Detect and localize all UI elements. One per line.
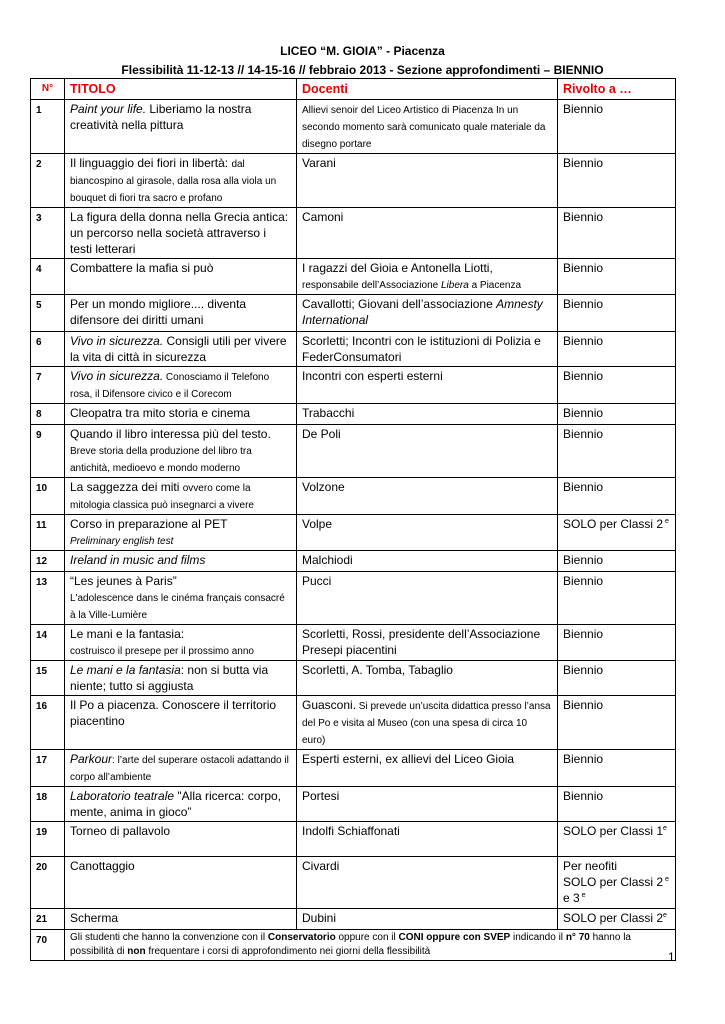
row-audience: SOLO per Classi 2 $^e$ [558,515,676,551]
row-title: La figura della donna nella Grecia antica: un percorso nella società attraverso i testi letterari [65,208,297,259]
row-number: 17 [31,750,65,787]
row-number: 3 [31,208,65,259]
row-teachers: Volpe [297,515,558,551]
row-audience: Biennio [558,661,676,696]
row-audience: Per neofiti SOLO per Classi 2 $^e$ e 3 $^e$ [558,857,676,909]
row-audience: Biennio [558,154,676,208]
row-audience: Biennio [558,295,676,332]
row-title: Parkour: l’arte del superare ostacoli adattando il corpo all’ambiente [65,750,297,787]
table-row [31,661,676,696]
row-title: Corso in preparazione al PET Preliminary english test [65,515,297,551]
row-title: Laboratorio teatrale "Alla ricerca: corpo, mente, anima in gioco” [65,787,297,822]
row-title: Scherma [65,909,297,930]
table-row [31,425,676,478]
table-row [31,259,676,295]
row-title: Combattere la mafia si può [65,259,297,295]
table-row [31,404,676,425]
row-audience: Biennio [558,625,676,661]
courses-table [30,78,676,961]
row-teachers: Civardi [297,857,558,909]
row-teachers: Scorletti, Rossi, presidente dell’Associazione Presepi piacentini [297,625,558,661]
table-row [31,787,676,822]
row-teachers: Dubini [297,909,558,930]
row-teachers: Cavallotti; Giovani dell’associazione Amnesty International [297,295,558,332]
row-audience: Biennio [558,100,676,154]
table-row [31,696,676,750]
row-audience: SOLO per Classi 2e [558,909,676,930]
row-audience: Biennio [558,696,676,750]
row-title: “Les jeunes à Paris” L'adolescence dans le cinéma français consacré à la Ville-Lumière [65,572,297,625]
row-number: 21 [31,909,65,930]
document-title: LICEO “M. GIOIA” - Piacenza [280,44,445,58]
row-number: 8 [31,404,65,425]
table-row [31,295,676,332]
column-header-number: N° [31,79,65,100]
row-audience: Biennio [558,478,676,515]
row-audience: Biennio [558,750,676,787]
row-title: Il linguaggio dei fiori in libertà: dal biancospino al girasole, dalla rosa alla viola un bouquet di fiori tra sacro e profano [65,154,297,208]
row-title: Cleopatra tra mito storia e cinema [65,404,297,425]
table-row [31,625,676,661]
row-number: 1 [31,100,65,154]
row-number: 20 [31,857,65,909]
row-title: Quando il libro interessa più del testo. Breve storia della produzione del libro tra antichità, medioevo e mondo moderno [65,425,297,478]
row-number: 18 [31,787,65,822]
note-text: Gli studenti che hanno la convenzione con il Conservatorio oppure con il CONI oppure con SVEP indicando il n° 70 hanno la possibilità di non frequentare i corsi di approfondimento nei giorni della flessibilità [65,930,676,961]
column-header-title: TITOLO [65,79,297,100]
row-audience: Biennio [558,208,676,259]
table-row [31,208,676,259]
row-number: 9 [31,425,65,478]
row-number: 4 [31,259,65,295]
table-row [31,857,676,909]
row-teachers: Indolfi Schiaffonati [297,822,558,857]
row-number: 11 [31,515,65,551]
row-teachers: Varani [297,154,558,208]
table-row [31,100,676,154]
row-teachers: Scorletti, A. Tomba, Tabaglio [297,661,558,696]
table-header-row [31,79,676,100]
row-number: 14 [31,625,65,661]
row-teachers: I ragazzi del Gioia e Antonella Liotti, responsabile dell’Associazione Libera a Piacenza [297,259,558,295]
row-title: Canottaggio [65,857,297,909]
row-teachers: Malchiodi [297,551,558,572]
row-number: 5 [31,295,65,332]
row-number: 2 [31,154,65,208]
note-number: 70 [31,930,65,961]
row-number: 7 [31,367,65,404]
row-teachers: De Poli [297,425,558,478]
row-teachers: Volzone [297,478,558,515]
row-title: Vivo in sicurezza. Consigli utili per vivere la vita di città in sicurezza [65,332,297,367]
row-audience: Biennio [558,425,676,478]
table-row [31,822,676,857]
row-number: 13 [31,572,65,625]
row-title: Ireland in music and films [65,551,297,572]
row-title: Le mani e la fantasia: costruisco il presepe per il prossimo anno [65,625,297,661]
row-title: Torneo di pallavolo [65,822,297,857]
table-row [31,572,676,625]
row-audience: Biennio [558,332,676,367]
row-teachers: Esperti esterni, ex allievi del Liceo Gioia [297,750,558,787]
table-row [31,478,676,515]
row-title: Le mani e la fantasia: non si butta via niente; tutto si aggiusta [65,661,297,696]
row-teachers: Scorletti; Incontri con le istituzioni di Polizia e FederConsumatori [297,332,558,367]
row-teachers: Incontri con esperti esterni [297,367,558,404]
document-subtitle: Flessibilità 11-12-13 // 14-15-16 // febbraio 2013 - Sezione approfondimenti – BIENNIO [121,63,604,77]
row-title: Vivo in sicurezza. Conosciamo il Telefono rosa, il Difensore civico e il Corecom [65,367,297,404]
page-number: 1 [668,950,675,964]
table-row [31,332,676,367]
row-teachers: Camoni [297,208,558,259]
row-teachers: Portesi [297,787,558,822]
row-title: La saggezza dei miti ovvero come la mitologia classica può insegnarci a vivere [65,478,297,515]
row-number: 6 [31,332,65,367]
note-row [31,930,676,961]
row-teachers: Pucci [297,572,558,625]
row-audience: Biennio [558,404,676,425]
column-header-teachers: Docenti [297,79,558,100]
row-teachers: Guasconi. Si prevede un’uscita didattica presso l’ansa del Po e visita al Museo (con una spesa di circa 10 euro) [297,696,558,750]
row-audience: Biennio [558,572,676,625]
table-row [31,515,676,551]
row-title: Paint your life. Liberiamo la nostra creatività nella pittura [65,100,297,154]
row-audience: Biennio [558,259,676,295]
row-number: 10 [31,478,65,515]
row-teachers: Allievi senoir del Liceo Artistico di Piacenza In un secondo momento sarà comunicato quale materiale da disegno portare [297,100,558,154]
row-number: 19 [31,822,65,857]
row-audience: Biennio [558,787,676,822]
column-header-audience: Rivolto a … [558,79,676,100]
table-row [31,909,676,930]
row-audience: SOLO per Classi 1e [558,822,676,857]
table-row [31,154,676,208]
row-teachers: Trabacchi [297,404,558,425]
table-row [31,551,676,572]
row-number: 15 [31,661,65,696]
row-audience: Biennio [558,367,676,404]
row-number: 16 [31,696,65,750]
row-audience: Biennio [558,551,676,572]
row-title: Il Po a piacenza. Conoscere il territorio piacentino [65,696,297,750]
table-row [31,367,676,404]
row-number: 12 [31,551,65,572]
row-title: Per un mondo migliore.... diventa difensore dei diritti umani [65,295,297,332]
table-row [31,750,676,787]
